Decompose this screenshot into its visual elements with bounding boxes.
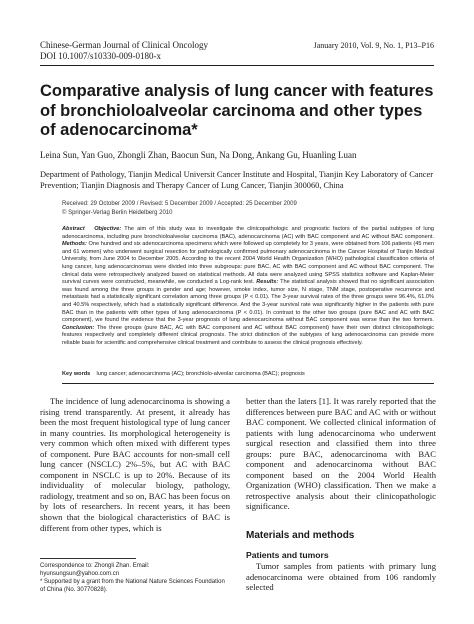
methods-paragraph: Tumor samples from patients with primary lung adenocarcinoma were obtained from 106 randomly selected — [246, 561, 436, 593]
results-text: The statistical analysis showed that no significant association was found among the three groups in gender and age; however, smoke index, tumor size, N stage, TNM stage, postoperative recurrence and metastasis had a statistically significant correlation among three groups (P < 0.01). The 3-year survival rates of the three groups were 96.4%, 61.0% and 40.5% respectively, which had a statistically significant difference. And the 3-year survival rate was significantly higher in the patients with pure BAC than in the patients with other types of lung adenocarcinoma (P < 0.01). In contrast to the other two groups (pure BAC and AC with BAC component), we found the evidence that the 3-year prognosis of lung adenocarcinoma without BAC component was worse than the two formers. — [62, 279, 435, 324]
results-label: Results: — [256, 279, 279, 286]
keywords-text: lung cancer; adenocarcinoma (AC); bronchiolo-alveolar carcinoma (BAC); prognosis — [96, 371, 305, 377]
conclusion-label: Conclusion: — [62, 324, 95, 331]
received-dates: Received: 29 October 2009 / Revised: 5 December 2009 / Accepted: 25 December 2009 — [62, 201, 297, 207]
journal-header — [40, 40, 208, 62]
abstract-label: Abstract — [62, 226, 85, 232]
affiliation: Department of Pathology, Tianjin Medical Universit Cancer Institute and Hospital, Tianjin Key Laboratory of Cancer Prevention; Tianjin Diagnosis and Therapy Cancer of Lung Cancer, Tianjin 300060, China — [40, 170, 434, 190]
support-note: * Supported by a grant from the National Nature Sciences Foundation of China (No. 30770828). — [40, 579, 225, 593]
footnote-rule — [40, 558, 136, 559]
correspondence-note: Correspondence to: Zhongli Zhan. Email: hyunsungsun@yahoo.com.cn — [40, 563, 150, 577]
intro-paragraph: The incidence of lung adenocarcinoma is showing a rising trend transparently. At present, it already has been the most frequent histological type of lung cancer in many countries. Its morphological heterogeneity is very common which often mixed with different types of component. Pure BAC accounts for non-small cell lung cancer (NSCLC) 2%–5%, but AC with BAC component in NSCLC is up to 20%. Because of its individuality of molecular biology, pathology, radiology, treatment and so on, BAC has been focus on by lots of researchers. In recent years, it has been shown that the biological characteristics of BAC is different from other types, which is — [40, 396, 230, 533]
methods-text: One hundred and six adenocarcinoma specimens which were followed up completely for 3 years, were obtained from 106 patients (45 men and 61 women) who underwent surgical resection for pathologically confirmed pulmonary adenocarcinoma in the Cancer Hospital of Tianjin Medical University, from June 2004 to December 2005. According to the recent 2004 World Health Organization (WHO) pathological classification criteria of lung cancer, lung adenocarcinomas were divided into three subgroups: pure BAC, AC with BAC component and AC without BAC component. The clinical data were retrospectively analyzed based on statistical methods. All data were analyzed using SPSS statistics software and Kaplan-Meier survival curves were constructed, meanwhile, we conducted a Log-rank test. — [62, 241, 434, 286]
methods-label: Methods: — [62, 241, 87, 248]
abstract — [62, 226, 434, 348]
author-list: Leina Sun, Yan Guo, Zhongli Zhan, Baocun Sun, Na Dong, Ankang Gu, Huanling Luan — [40, 150, 357, 160]
doi: DOI 10.1007/s10330-009-0180-x — [40, 51, 161, 61]
issue-info: January 2010, Vol. 9, No. 1, P13–P16 — [313, 41, 434, 50]
footnotes — [40, 562, 230, 594]
copyright: © Springer-Verlag Berlin Heidelberg 2010 — [62, 209, 173, 216]
section-heading-methods: Materials and methods — [246, 530, 355, 541]
keywords-label: Key words — [62, 371, 91, 377]
objective-label: Objective: — [94, 226, 122, 232]
subsection-heading-patients: Patients and tumors — [246, 550, 329, 560]
article-title: Comparative analysis of lung cancer with features of bronchioloalveolar carcinoma and other types of adenocarcinoma* — [40, 82, 434, 139]
keywords — [62, 370, 434, 378]
right-column-paragraph: better than the laters [1]. It was rarely reported that the differences between pure BAC and AC with or without BAC component. We collected clinical information of patients with lung adenocarcinoma who underwent surgical resection and classified them into three groups: pure BAC, adenocarcinoma with BAC component and adenocarcinoma without BAC component based on the 2004 World Health Organization (WHO) classification. Then we make a retrospective analysis about their clinicopathologic significance. — [246, 396, 436, 512]
article-dates — [62, 200, 297, 217]
header-rule — [40, 65, 434, 66]
conclusion-text: The three groups (pure BAC, AC with BAC component and AC without BAC component) have their own distinct clinicopathologic features respectively and completely different clinical prognosis. The strict distinction of the subtypes of lung adenocarcinoma can provide more reliable basis for scientific and comprehensive clinical treatment and contribute to assess the clinical prognosis effectively. — [62, 324, 434, 346]
keywords-rule — [62, 383, 434, 384]
journal-name: Chinese-German Journal of Clinical Oncology — [40, 40, 208, 50]
objective-text: The aim of this study was to investigate the clinicopathologic and prognostic factors of the partial subtypes of lung adenocarcinoma, including pure bronchioloalveolar carcinoma (BAC), adenocarcinoma (AC) with BAC component and AC without BAC component. — [62, 226, 434, 240]
